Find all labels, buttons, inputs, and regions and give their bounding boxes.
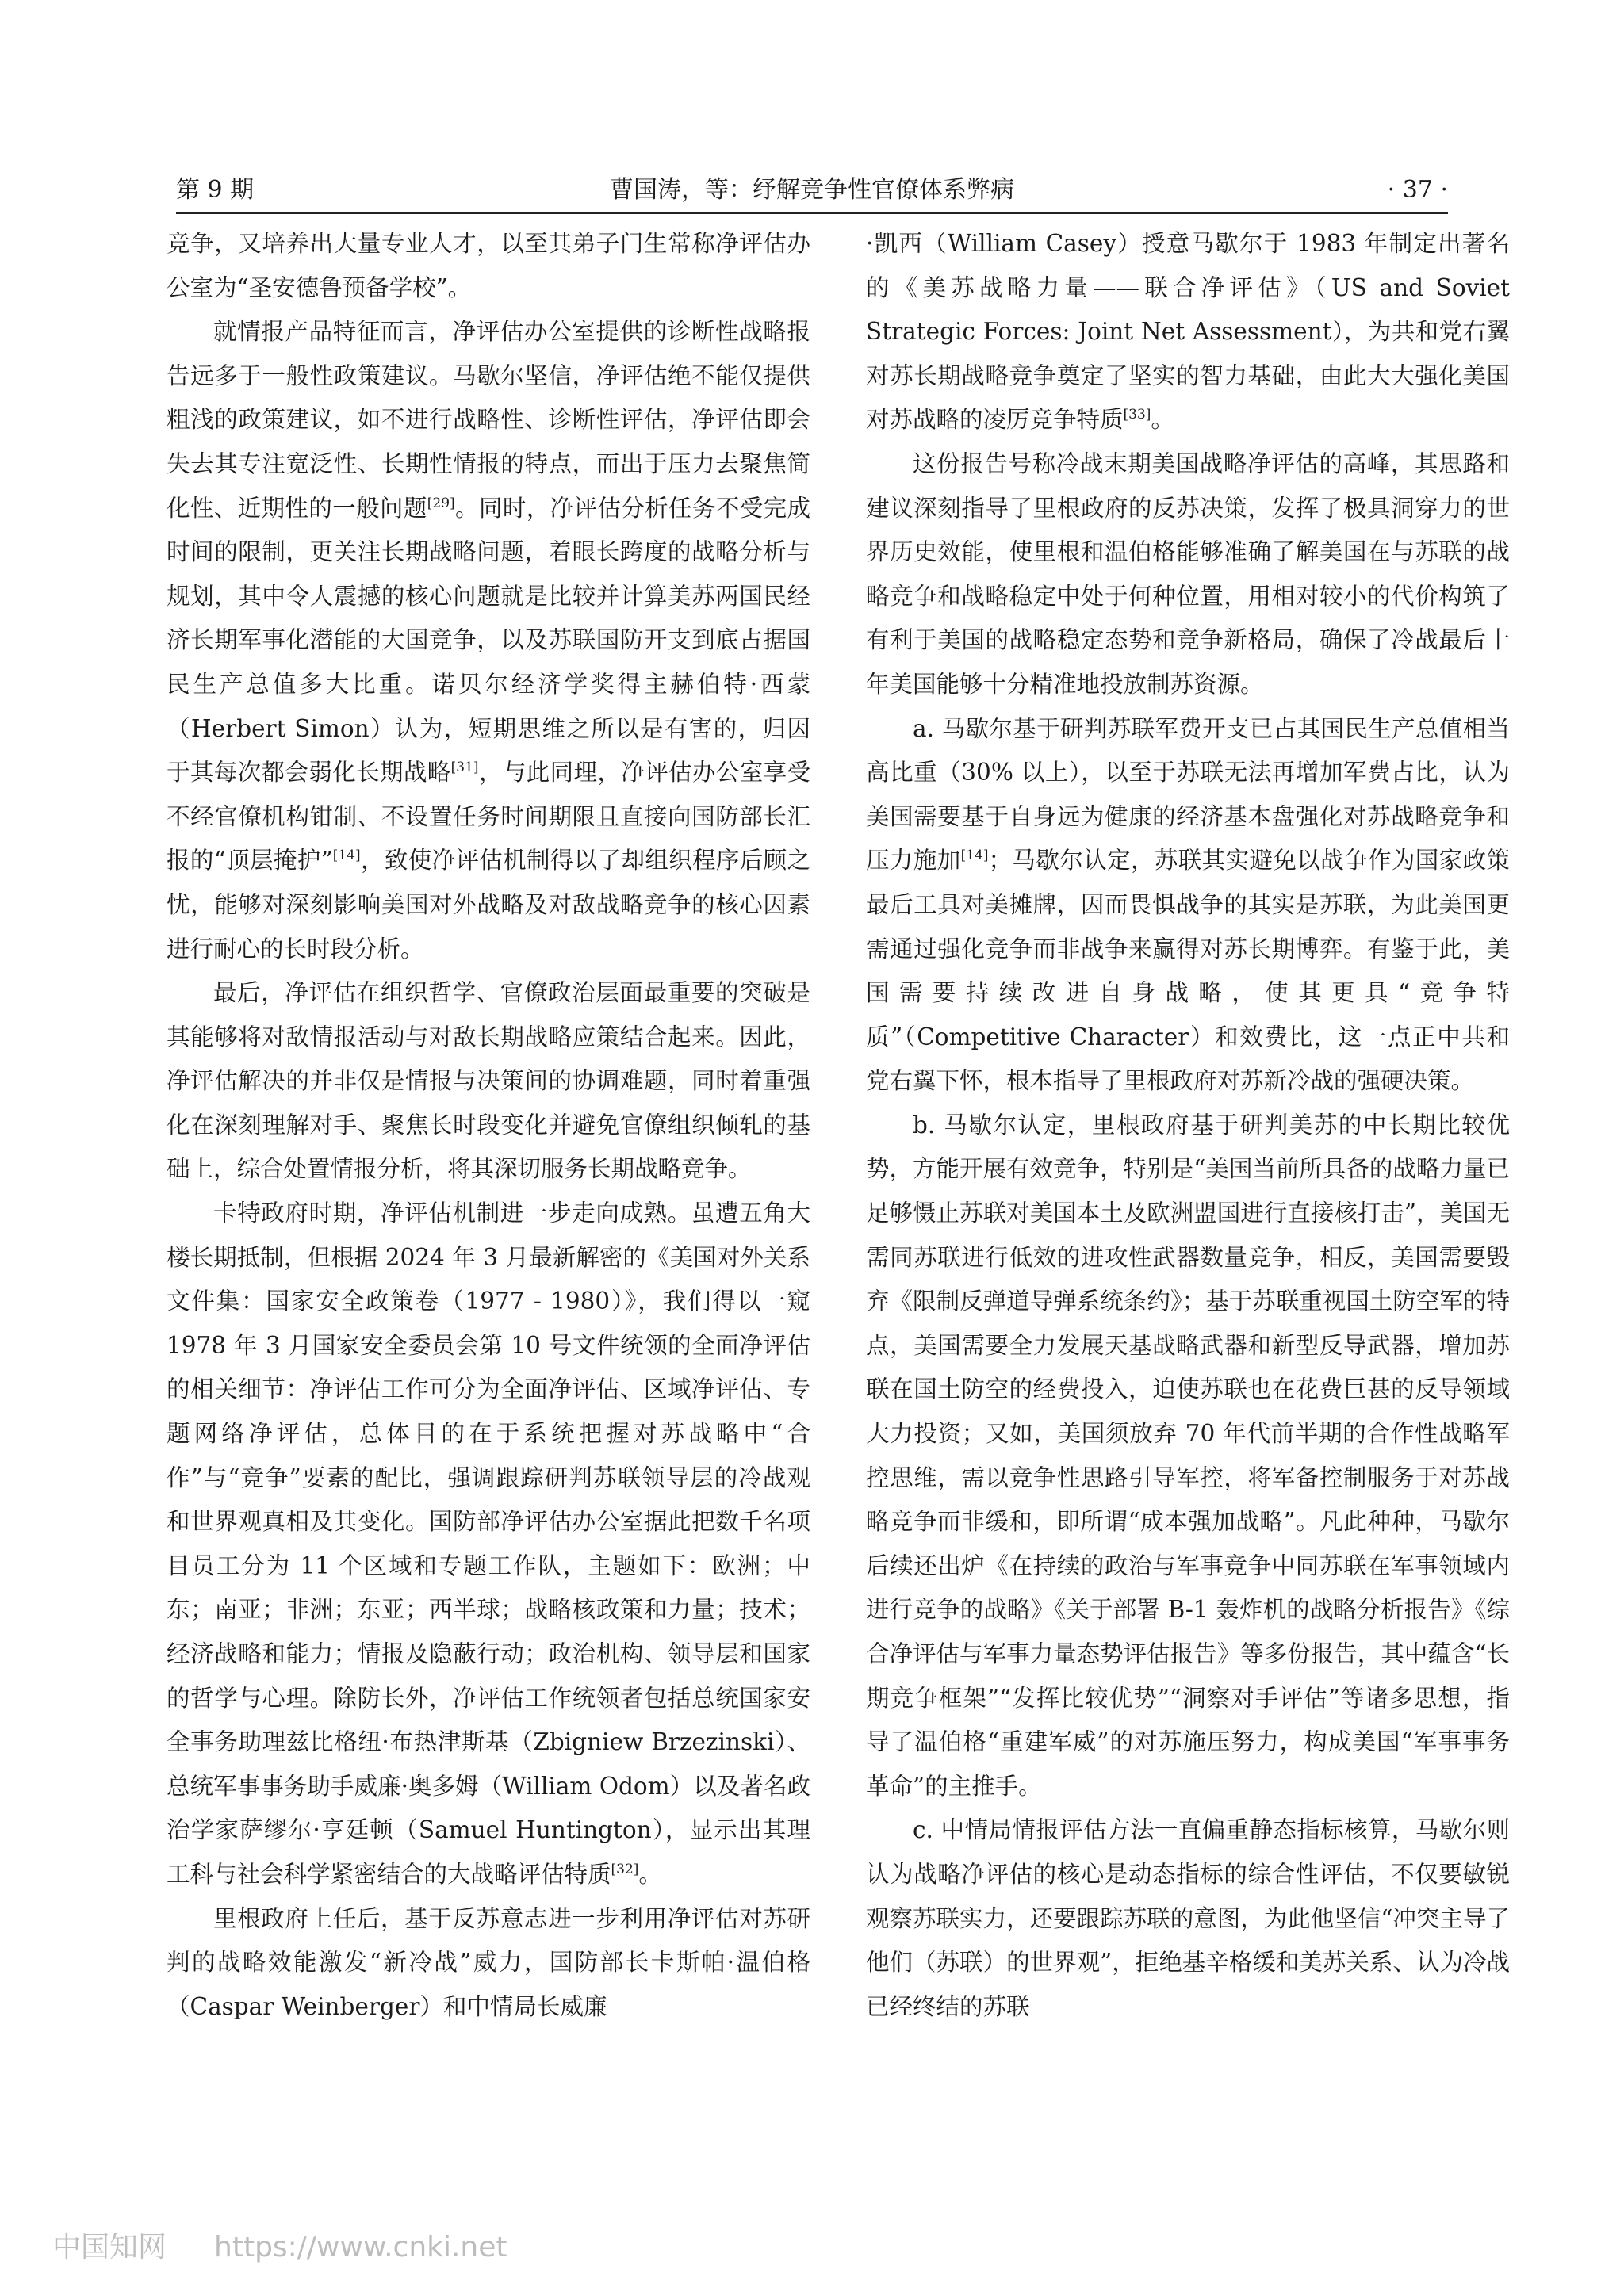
right-column — [866, 222, 1510, 2244]
citation-ref[interactable]: [32] — [611, 1862, 639, 1878]
paragraph — [167, 1897, 810, 2030]
citation-ref[interactable]: [33] — [1123, 407, 1151, 423]
page-number: · 37 · — [1387, 176, 1448, 204]
header-rule — [176, 212, 1448, 214]
text-run: b. 马歇尔认定，里根政府基于研判美苏的中长期比较优势，方能开展有效竞争，特别是“美国当前所具备的战略力量已足够慑止苏联对美国本土及欧洲盟国进行直接核打击”，美国无需同苏联进行低效的进攻性武器数量竞争，相反，美国需要毁弃《限制反弹道导弹系统条约》；基于苏联重视国土防空军的特点，美国需要全力发展天基战略武器和新型反导武器，增加苏联在国土防空的经费投入，迫使苏联也在花费巨甚的反导领域大力投资；又如，美国须放弃 70 年代前半期的合作性战略军控思维，需以竞争性思路引导军控，将军备控制服务于对苏战略竞争而非缓和，即所谓“成本强加战略”。凡此种种，马歇尔后续还出炉《在持续的政治与军事竞争中同苏联在军事领域内进行竞争的战略》《关于部署 B-1 轰炸机的战略分析报告》《综合净评估与军事力量态势评估报告》等多份报告，其中蕴含“长期竞争框架”“发挥比较优势”“洞察对手评估”等诸多思想，指导了温伯格“重建军威”的对苏施压努力，构成美国“军事事务革命”的主推手。 — [866, 1111, 1510, 1800]
citation-ref[interactable]: [14] — [960, 848, 989, 864]
paragraph — [167, 310, 810, 971]
text-run: 最后，净评估在组织哲学、官僚政治层面最重要的突破是其能够将对敌情报活动与对敌长期战略应策结合起来。因此，净评估解决的并非仅是情报与决策间的协调难题，同时着重强化在深刻理解对手、聚焦长时段变化并避免官僚组织倾轧的基础上，综合处置情报分析，将其深切服务长期战略竞争。 — [167, 979, 810, 1183]
citation-ref[interactable]: [29] — [427, 495, 455, 511]
cnki-url: https://www.cnki.net — [214, 2231, 508, 2263]
paragraph — [167, 971, 810, 1192]
text-run: 就情报产品特征而言，净评估办公室提供的诊断性战略报告远多于一般性政策建议。马歇尔坚信，净评估绝不能仅提供粗浅的政策建议，如不进行战略性、诊断性评估，净评估即会失去其专注宽泛性、长期性情报的特点，而出于压力去聚焦简化性、近期性的一般问题 — [167, 318, 810, 522]
citation-ref[interactable]: [31] — [450, 760, 479, 776]
text-run: 里根政府上任后，基于反苏意志进一步利用净评估对苏研判的战略效能激发“新冷战”威力，国防部长卡斯帕·温伯格（Caspar Weinberger）和中情局长威廉 — [167, 1904, 810, 2020]
text-run: c. 中情局情报评估方法一直偏重静态指标核算，马歇尔则认为战略净评估的核心是动态指标的综合性评估，不仅要敏锐观察苏联实力，还要跟踪苏联的意图，为此他坚信“冲突主导了他们（苏联）的世界观”，拒绝基辛格缓和美苏关系、认为冷战已经终结的苏联 — [866, 1816, 1510, 2020]
citation-ref[interactable]: [14] — [332, 848, 361, 864]
running-header — [176, 173, 1448, 208]
paragraph — [866, 222, 1510, 442]
text-run: 。 — [638, 1860, 662, 1888]
watermark-footer — [52, 2225, 508, 2265]
paragraph — [167, 1192, 810, 1897]
issue-number: 第 9 期 — [176, 176, 255, 204]
text-run: ；马歇尔认定，苏联其实避免以战争作为国家政策最后工具对美摊牌，因而畏惧战争的其实是苏联，为此美国更需通过强化竞争而非战争来赢得对苏长期博弈。有鉴于此，美国需要持续改进自身战略，使其更具“竞争特质”（Competitive Character）和效费比，这一点正中共和党右翼下怀，根本指导了里根政府对苏新冷战的强硬决策。 — [866, 847, 1510, 1095]
left-column — [167, 222, 810, 2244]
text-run: 竞争，又培养出大量专业人才，以至其弟子门生常称净评估办公室为“圣安德鲁预备学校”。 — [167, 230, 810, 301]
paragraph — [167, 222, 810, 310]
text-run: ·凯西（William Casey）授意马歇尔于 1983 年制定出著名的《美苏战略力量——联合净评估》（US and Soviet Strategic Forces: Joint Net Assessment），为共和党右翼对苏长期战略竞争奠定了坚实的智力基础，由此大大强化美国对苏战略的凌厉竞争特质 — [866, 230, 1510, 434]
paragraph — [866, 1104, 1510, 1809]
paragraph — [866, 1808, 1510, 2029]
text-run: 。 — [1151, 406, 1174, 434]
cnki-brand: 中国知网 — [52, 2231, 167, 2263]
text-run: 这份报告号称冷战末期美国战略净评估的高峰，其思路和建议深刻指导了里根政府的反苏决策，发挥了极具洞穿力的世界历史效能，使里根和温伯格能够准确了解美国在与苏联的战略竞争和战略稳定中处于何种位置，用相对较小的代价构筑了有利于美国的战略稳定态势和竞争新格局，确保了冷战最后十年美国能够十分精准地投放制苏资源。 — [866, 450, 1510, 698]
text-run: ，致使净评估机制得以了却组织程序后顾之忧，能够对深刻影响美国对外战略及对敌战略竞争的核心因素进行耐心的长时段分析。 — [167, 847, 810, 962]
text-run: ，与此同理，净评估办公室享受不经官僚机构钳制、不设置任务时间期限且直接向国防部长汇报的“顶层掩护” — [167, 759, 810, 874]
paragraph — [866, 442, 1510, 707]
text-run: a. 马歇尔基于研判苏联军费开支已占其国民生产总值相当高比重（30% 以上），以至于苏联无法再增加军费占比，认为美国需要基于自身远为健康的经济基本盘强化对苏战略竞争和压力施加 — [866, 714, 1510, 874]
text-run: 卡特政府时期，净评估机制进一步走向成熟。虽遭五角大楼长期抵制，但根据 2024 年 3 月最新解密的《美国对外关系文件集：国家安全政策卷（1977 - 1980）》，我们得以一窥 1978 年 3 月国家安全委员会第 10 号文件统领的全面净评估的相关细节：净评估工作可分为全面净评估、区域净评估、专题网络净评估，总体目的在于系统把握对苏战略中“合作”与“竞争”要素的配比，强调跟踪研判苏联领导层的冷战观和世界观真相及其变化。国防部净评估办公室据此把数千名项目员工分为 11 个区域和专题工作队，主题如下：欧洲；中东；南亚；非洲；东亚；西半球；战略核政策和力量；技术；经济战略和能力；情报及隐蔽行动；政治机构、领导层和国家的哲学与心理。除防长外，净评估工作统领者包括总统国家安全事务助理兹比格纽·布热津斯基（Zbigniew Brzezinski）、总统军事事务助手威廉·奥多姆（William Odom）以及著名政治学家萨缪尔·亨廷顿（Samuel Huntington），显示出其理工科与社会科学紧密结合的大战略评估特质 — [167, 1200, 810, 1888]
text-run: 。同时，净评估分析任务不受完成时间的限制，更关注长期战略问题，着眼长跨度的战略分析与规划，其中令人震撼的核心问题就是比较并计算美苏两国民经济长期军事化潜能的大国竞争，以及苏联国防开支到底占据国民生产总值多大比重。诺贝尔经济学奖得主赫伯特·西蒙（Herbert Simon）认为，短期思维之所以是有害的，归因于其每次都会弱化长期战略 — [167, 494, 810, 786]
running-title: 曹国涛，等：纾解竞争性官僚体系弊病 — [610, 176, 1014, 204]
paragraph — [866, 707, 1510, 1104]
